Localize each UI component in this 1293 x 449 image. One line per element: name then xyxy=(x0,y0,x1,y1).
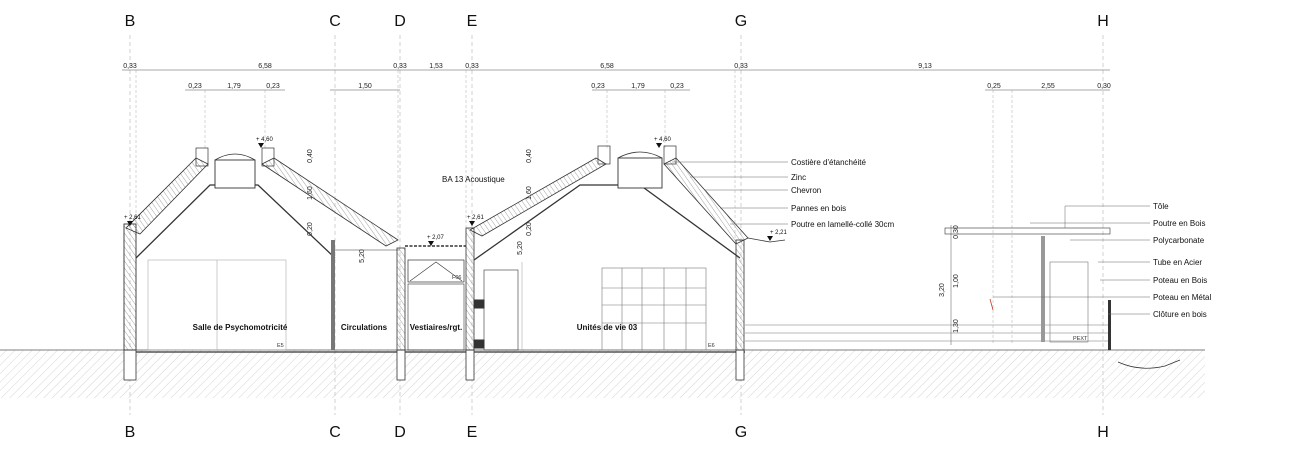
grid-label-b: B xyxy=(124,13,136,30)
dim-vm-1: 1,60 xyxy=(526,186,533,200)
dim-vm-3: 5,20 xyxy=(517,241,524,255)
annotation-zinc: Zinc xyxy=(791,173,807,182)
dim-vr-0: 0,30 xyxy=(953,225,960,239)
ground xyxy=(0,350,1205,398)
annotation-ba13: BA 13 Acoustique xyxy=(442,175,505,184)
annotation-poteau-metal: Poteau en Métal xyxy=(1153,293,1212,302)
room-psychomotricite: Salle de Psychomotricité xyxy=(192,323,288,332)
level-ceiling-circ: + 2,07 xyxy=(427,235,444,241)
annotation-tube-acier: Tube en Acier xyxy=(1153,258,1203,267)
annotation-cloture: Clôture en bois xyxy=(1153,310,1207,319)
level-markers xyxy=(124,137,788,246)
level-gutter-right: + 2,21 xyxy=(770,230,787,236)
dim-vr-2: 3,20 xyxy=(939,283,946,297)
annotation-poutre-lamelle: Poutre en lamellé-collé 30cm xyxy=(791,220,895,229)
grid-labels-top xyxy=(125,13,1109,30)
grid-label-d: D xyxy=(394,13,406,30)
grid-label-c: C xyxy=(329,13,341,30)
annotation-polycarbonate: Polycarbonate xyxy=(1153,236,1205,245)
tag-e5: E5 xyxy=(277,343,284,349)
left-building xyxy=(124,148,400,350)
dim-second-7: 0,25 xyxy=(987,83,1001,90)
dim-top-4: 0,33 xyxy=(465,63,479,70)
dim-vm-0: 0,40 xyxy=(526,149,533,163)
dim-top-6: 0,33 xyxy=(734,63,748,70)
grid-label-g: G xyxy=(734,13,748,30)
grid-label-c-bottom: C xyxy=(329,424,341,441)
dim-second-3: 1,50 xyxy=(358,83,372,90)
dimension-top-row xyxy=(123,63,932,70)
room-circulations: Circulations xyxy=(340,323,388,332)
annotation-tole: Tôle xyxy=(1153,202,1169,211)
grid-labels-bottom xyxy=(125,424,1109,441)
dim-vr-3: 1,30 xyxy=(953,319,960,333)
grid-label-e: E xyxy=(466,13,478,30)
room-unites: Unités de vie 03 xyxy=(576,323,638,332)
room-labels xyxy=(193,323,638,332)
dim-second-1: 1,79 xyxy=(227,83,241,90)
annotation-costiere: Costière d'étanchéité xyxy=(791,158,866,167)
tag-pext: PEXT xyxy=(1073,336,1088,342)
level-eave-mid: + 2,61 xyxy=(467,215,484,221)
dimension-second-row xyxy=(188,83,1111,90)
grid-label-h-bottom: H xyxy=(1097,424,1109,441)
dim-second-8: 2,55 xyxy=(1041,83,1055,90)
dim-top-5: 6,58 xyxy=(600,63,614,70)
dim-vr-1: 1,00 xyxy=(953,274,960,288)
dim-vm-2: 0,20 xyxy=(526,222,533,236)
grid-label-h: H xyxy=(1097,13,1109,30)
dim-vl-2: 0,20 xyxy=(307,222,314,236)
grid-label-d-bottom: D xyxy=(394,424,406,441)
grid-label-b-bottom: B xyxy=(124,424,136,441)
dimension-vertical-right xyxy=(939,225,960,345)
annotation-chevron: Chevron xyxy=(791,186,822,195)
exterior-canopy xyxy=(745,228,1111,350)
dim-second-9: 0,30 xyxy=(1097,83,1111,90)
dim-second-4: 0,23 xyxy=(591,83,605,90)
dim-second-2: 0,23 xyxy=(266,83,280,90)
level-ridge-left: + 4,60 xyxy=(256,137,273,143)
tag-f06: F06 xyxy=(452,275,462,281)
dim-top-7: 9,13 xyxy=(918,63,932,70)
level-eave-left: + 2,61 xyxy=(124,215,141,221)
tag-e6: E6 xyxy=(708,343,715,349)
grid-label-g-bottom: G xyxy=(734,424,748,441)
room-vestiaires: Vestiaires/rgt. xyxy=(409,323,463,332)
annotation-poutre-bois: Poutre en Bois xyxy=(1153,219,1206,228)
grid-label-e-bottom: E xyxy=(466,424,478,441)
annotation-poteau-bois: Poteau en Bois xyxy=(1153,276,1208,285)
dim-top-2: 0,33 xyxy=(393,63,407,70)
dim-vl-3: 5,20 xyxy=(359,249,366,263)
dim-vl-0: 0,40 xyxy=(307,149,314,163)
annotation-pannes: Pannes en bois xyxy=(791,204,847,213)
dim-second-6: 0,23 xyxy=(670,83,684,90)
dim-top-0: 0,33 xyxy=(123,63,137,70)
dim-top-1: 6,58 xyxy=(258,63,272,70)
level-ridge-right: + 4,60 xyxy=(654,137,671,143)
dimension-lines xyxy=(122,70,1110,345)
dim-top-3: 1,53 xyxy=(429,63,443,70)
dim-second-0: 0,23 xyxy=(188,83,202,90)
dim-second-5: 1,79 xyxy=(631,83,645,90)
